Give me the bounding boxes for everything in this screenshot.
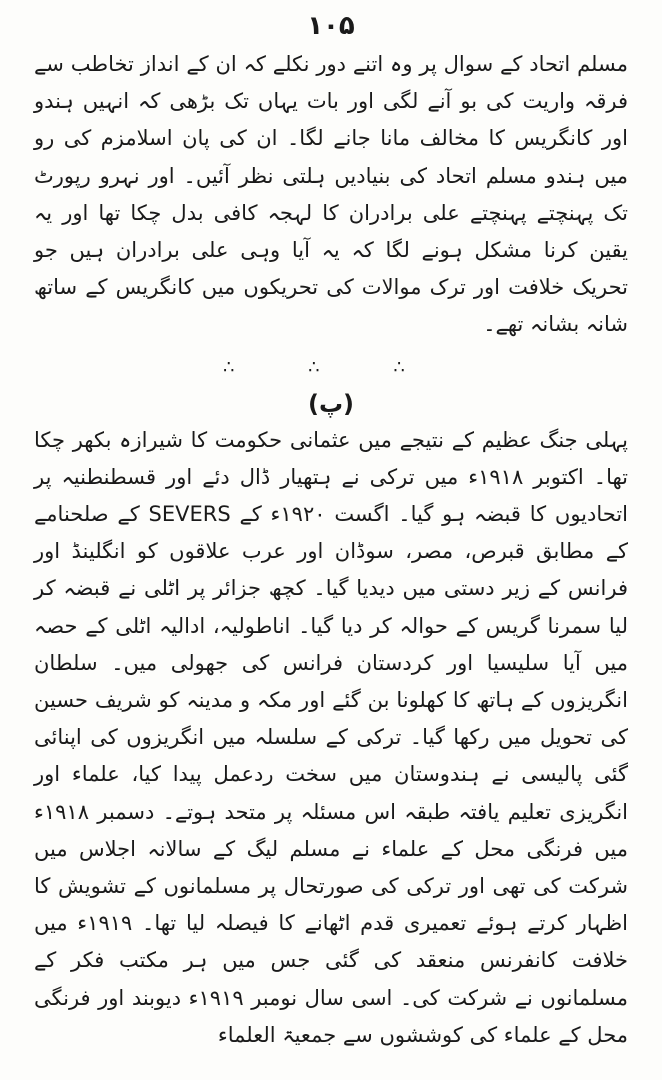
paragraph-1: مسلم اتحاد کے سوال پر وہ اتنے دور نکلے کہ ان کے انداز تخاطب سے فرقہ واریت کی بو آنے لگی اور بات یہاں تک بڑھی کہ انہیں ہندو اور کانگریس کا مخالف مانا جانے لگا۔ ان کی پان اسلامزم کی رو میں ہندو مسلم اتحاد کی بنیادیں ہلتی نظر آئیں۔ اور نہرو رپورٹ تک پہنچتے پہنچتے علی برادران کا لہجہ کافی بدل چکا تھا اور یہ یقین کرنا مشکل ہونے لگا کہ یہ آیا وہی علی برادران ہیں جو تحریک خلافت اور ترک موالات کی تحریکوں میں کانگریس کے ساتھ شانہ بشانہ تھے۔: [34, 52, 628, 337]
section-separator: ∴ ∴ ∴: [223, 356, 439, 378]
paragraph-2: پہلی جنگ عظیم کے نتیجے میں عثمانی حکومت کا شیرازہ بکھر چکا تھا۔ اکتوبر ۱۹۱۸ء میں ترکی نے ہتھیار ڈال دئے اور قسطنطنیہ پر اتحادیوں کا قبضہ ہو گیا۔ اگست ۱۹۲۰ء کے SEVERS کے صلحنامے کے مطابق قبرص، مصر، سوڈان اور عرب علاقوں کو انگلینڈ اور فرانس کے زیر دستی میں دیدیا گیا۔ کچھ جزائر پر اٹلی نے قبضہ کر لیا سمرنا گریس کے حوالہ کر دیا گیا۔ اناطولیہ، ادالیہ اٹلی کے حصہ میں آیا سلیسیا اور کردستان فرانس کی جھولی میں۔ سلطان انگریزوں کے ہاتھ کا کھلونا بن گئے اور مکہ و مدینہ کو شریف حسین کی تحویل میں رکھا گیا۔ ترکی کے سلسلہ میں انگریزوں کی اپنائی گئی پالیسی نے ہندوستان میں سخت ردعمل پیدا کیا، علماء اور انگریزی تعلیم یافتہ طبقہ اس مسئلہ پر متحد ہوتے۔ دسمبر ۱۹۱۸ء میں فرنگی محل کے علماء نے مسلم لیگ کے سالانہ اجلاس میں شرکت کی تھی اور ترکی کی صورتحال پر مسلمانوں کے تشویش کا اظہار کرتے ہوئے تعمیری قدم اٹھانے کا فیصلہ لیا تھا۔ ۱۹۱۹ء میں خلافت کانفرنس منعقد کی گئی جس میں ہر مکتب فکر کے مسلمانوں نے شرکت کی۔ اسی سال نومبر ۱۹۱۹ء دیوبند اور فرنگی محل کے علماء کی کوششوں سے جمعیۃ العلماء: [34, 427, 629, 1047]
section-heading: (پ): [307, 389, 355, 418]
page-number: ۱۰۵: [307, 11, 355, 41]
